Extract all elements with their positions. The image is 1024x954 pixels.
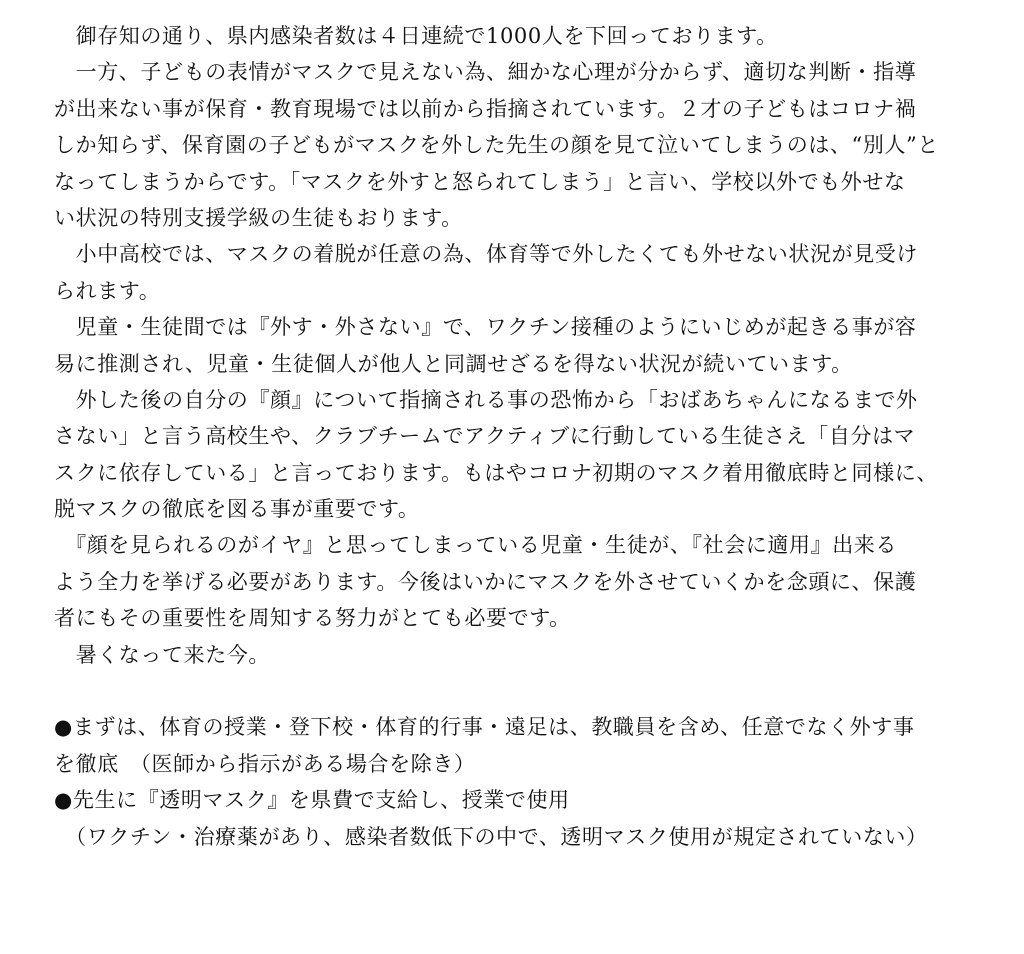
- paragraph: [54, 18, 984, 54]
- text-line: 外した後の自分の『顔』について指摘される事の恐怖から「おばあちゃんになるまで外: [54, 387, 918, 412]
- text-line: ●まずは、体育の授業・登下校・体育的行事・遠足は、教職員を含め、任意でなく外す事: [54, 715, 915, 740]
- text-line: ●先生に『透明マスク』を県費で支給し、授業で使用: [54, 788, 570, 813]
- document-body: [54, 18, 984, 855]
- blank-line: [54, 673, 984, 709]
- text-line: なってしまうからです。「マスクを外すと怒られてしまう」と言い、学校以外でも外せな: [54, 169, 906, 194]
- text-line: が出来ない事が保育・教育現場では以前から指摘されています。２才の子どもはコロナ禍: [54, 96, 917, 121]
- paragraph: [54, 527, 984, 636]
- text-line: しか知らず、保育園の子どもがマスクを外した先生の顔を見て泣いてしまうのは、“別人”と: [54, 133, 939, 158]
- paragraph: [54, 637, 984, 673]
- text-line: い状況の特別支援学級の生徒もおります。: [54, 205, 463, 230]
- paragraph: [54, 54, 984, 236]
- text-line: 御存知の通り、県内感染者数は４日連続で1000人を下回っております。: [54, 24, 778, 48]
- paragraph: [54, 382, 984, 528]
- text-line: （ワクチン・治療薬があり、感染者数低下の中で、透明マスク使用が規定されていない）: [54, 824, 928, 849]
- bullet-item: [54, 782, 984, 855]
- text-line: 暑くなって来た今。: [54, 642, 270, 667]
- text-line: 一方、子どもの表情がマスクで見えない為、細かな心理が分からず、適切な判断・指導: [54, 60, 917, 85]
- text-line: 児童・生徒間では『外す・外さない』で、ワクチン接種のようにいじめが起きる事が容: [54, 315, 917, 340]
- bullet-item: [54, 709, 984, 782]
- text-line: 小中高校では、マスクの着脱が任意の為、体育等で外したくても外せない状況が見受け: [54, 242, 918, 267]
- text-line: 『顔を見られるのがイヤ』と思ってしまっている児童・生徒が、『社会に適用』出来る: [54, 533, 897, 558]
- text-line: さない」と言う高校生や、クラブチームでアクティブに行動している生徒さえ「自分はマ: [54, 424, 916, 449]
- paragraph: [54, 309, 984, 382]
- paragraph: [54, 236, 984, 309]
- text-line: られます。: [54, 278, 161, 303]
- text-line: 脱マスクの徹底を図る事が重要です。: [54, 497, 420, 522]
- text-line: スクに依存している」と言っております。もはやコロナ初期のマスク着用徹底時と同様に、: [54, 460, 938, 485]
- text-line: よう全力を挙げる必要があります。今後はいかにマスクを外させていくかを念頭に、保護: [54, 569, 917, 594]
- text-line: 易に推測され、児童・生徒個人が他人と同調せざるを得ない状況が続いています。: [54, 351, 853, 376]
- text-line: 者にもその重要性を周知する努力がとても必要です。: [54, 606, 571, 631]
- text-line: を徹底 （医師から指示がある場合を除き）: [54, 751, 476, 776]
